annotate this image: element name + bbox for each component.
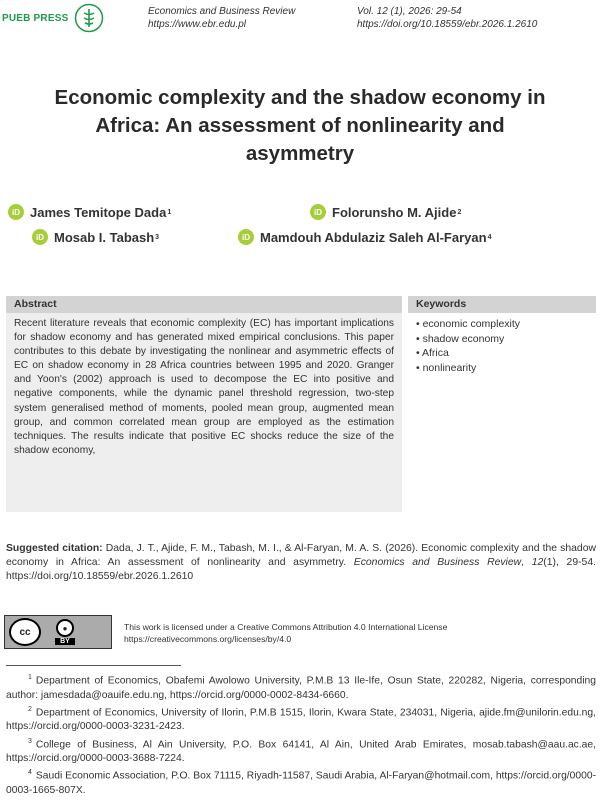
keywords-box (408, 296, 596, 512)
doi-link[interactable]: https://doi.org/10.18559/ebr.2026.1.2610 (357, 19, 538, 30)
abstract-text: Recent literature reveals that economic complexity (EC) has important implications for shadow economy and has generated mixed empirical conclusions. This paper contributes to this debate by investigating the nonlinear and asymmetric effects of EC on shadow economy in 28 Africa countries between 1995 and 2020. Granger and Yoon's (2002) approach is used to decompose the EC into positive and negative components, while the dynamic panel threshold regression, two-step system generalised method of moments, pooled mean group, augmented mean group, and common correlated mean group are employed as the estimation techniques. The results indicate that positive EC shocks reduce the size of the shadow economy, (14, 318, 394, 456)
keyword-item: • nonlinearity (416, 361, 596, 376)
footnote-sup: 3 (28, 737, 32, 745)
footnotes (6, 671, 596, 798)
author-1 (8, 204, 171, 220)
orcid-icon[interactable]: iD (32, 229, 48, 245)
publisher-logo (2, 3, 104, 33)
footnote-3 (6, 735, 596, 767)
license-text (124, 621, 594, 645)
volume-text: Vol. 12 (1), 2026: 29-54 (357, 6, 462, 17)
citation-text: Dada, J. T., Ajide, F. M., Tabash, M. I., & Al-Faryan, M. A. S. (2026). Economic complexity and the shadow economy in Africa: An assessment of nonlinearity and asymmetry. (6, 543, 596, 569)
footnote-sup: 4 (28, 769, 32, 777)
footnote-text: Department of Economics, University of Ilorin, P.M.B 1515, Ilorin, Kwara State, 234031, Nigeria, ajide.fm@unilorin.edu.ng, https://orcid.org/0000-0003-3231-2423. (6, 707, 596, 733)
footnote-4 (6, 766, 596, 798)
logo-text: PUEB PRESS (2, 12, 69, 24)
orcid-icon[interactable]: iD (238, 229, 254, 245)
keywords-heading: Keywords (408, 296, 596, 313)
footnote-1 (6, 671, 596, 703)
author-name: Folorunsho M. Ajide (332, 204, 457, 220)
footnote-2 (6, 703, 596, 735)
cc-icon: cc (9, 618, 41, 646)
author-sup: 1 (167, 208, 172, 216)
footnote-text: Saudi Economic Association, P.O. Box 71115, Riyadh-11587, Saudi Arabia, Al-Faryan@hotmail.com, https://orcid.org/0000-0003-1665-807X. (6, 770, 596, 797)
author-sup: 3 (155, 233, 160, 241)
page-header (0, 0, 600, 42)
volume-info (357, 5, 537, 31)
pueb-emblem-icon (74, 3, 104, 33)
author-name: Mosab I. Tabash (54, 229, 155, 245)
author-4 (238, 229, 491, 245)
by-icon (51, 619, 79, 645)
keywords-list (408, 317, 596, 375)
journal-info (148, 5, 295, 31)
author-2 (310, 204, 461, 220)
citation-journal: Economics and Business Review (353, 557, 522, 569)
author-3 (32, 229, 159, 245)
author-name: Mamdouh Abdulaziz Saleh Al-Faryan (260, 229, 487, 245)
orcid-icon[interactable]: iD (8, 204, 24, 220)
author-sup: 2 (457, 208, 462, 216)
author-name: James Temitope Dada (30, 204, 167, 220)
journal-url[interactable]: https://www.ebr.edu.pl (148, 19, 247, 30)
abstract-heading: Abstract (6, 296, 402, 313)
citation-label: Suggested citation: (6, 543, 103, 554)
footnote-text: Department of Economics, Obafemi Awolowo University, P.M.B 13 Ile-Ife, Osun State, 220282, Nigeria, corresponding author: jamesdada@oauife.edu.ng, https://orcid.org/0000-0002-8434-6660. (6, 675, 596, 701)
footnote-sup: 1 (28, 674, 32, 681)
abstract-box (6, 296, 402, 512)
footnote-sup: 2 (28, 705, 32, 713)
keyword-item: • Africa (416, 346, 596, 361)
journal-name: Economics and Business Review (148, 6, 296, 17)
footnote-text: College of Business, Al Ain University, P.O. Box 64141, Al Ain, United Arab Emirates, mosab.tabash@aau.ac.ae, https://orcid.org/0000-0003-3688-7224. (6, 739, 596, 765)
keyword-item: • shadow economy (416, 332, 596, 347)
suggested-citation: Suggested citation: Dada, J. T., Ajide, F. M., Tabash, M. I., & Al-Faryan, M. A. S. (2026). Economic complexity and the shadow economy in Africa: An assessment of nonlinearity and asymmetry. Economics and Business Review, 12(1), 29-54. https://doi.org/10.18559/ebr.2026.1.2610 (6, 543, 596, 583)
license-url[interactable]: https://creativecommons.org/licenses/by/4.0 (124, 634, 292, 644)
citation-volume: 12 (531, 557, 544, 569)
orcid-icon[interactable]: iD (310, 204, 326, 220)
keyword-item: • economic complexity (416, 317, 596, 332)
author-sup: 4 (487, 233, 492, 241)
cc-by-badge[interactable] (4, 615, 112, 649)
person-icon: ● (56, 619, 74, 637)
paper-title: Economic complexity and the shadow economy in Africa: An assessment of nonlinearity and asymmetry (54, 86, 546, 165)
citation-pages-doi: (1), 29-54. https://doi.org/10.18559/ebr.2026.1.2610 (6, 557, 596, 583)
by-label: BY (55, 638, 75, 645)
footnote-divider (6, 665, 181, 666)
license-line: This work is licensed under a Creative Commons Attribution 4.0 International License (124, 622, 448, 632)
